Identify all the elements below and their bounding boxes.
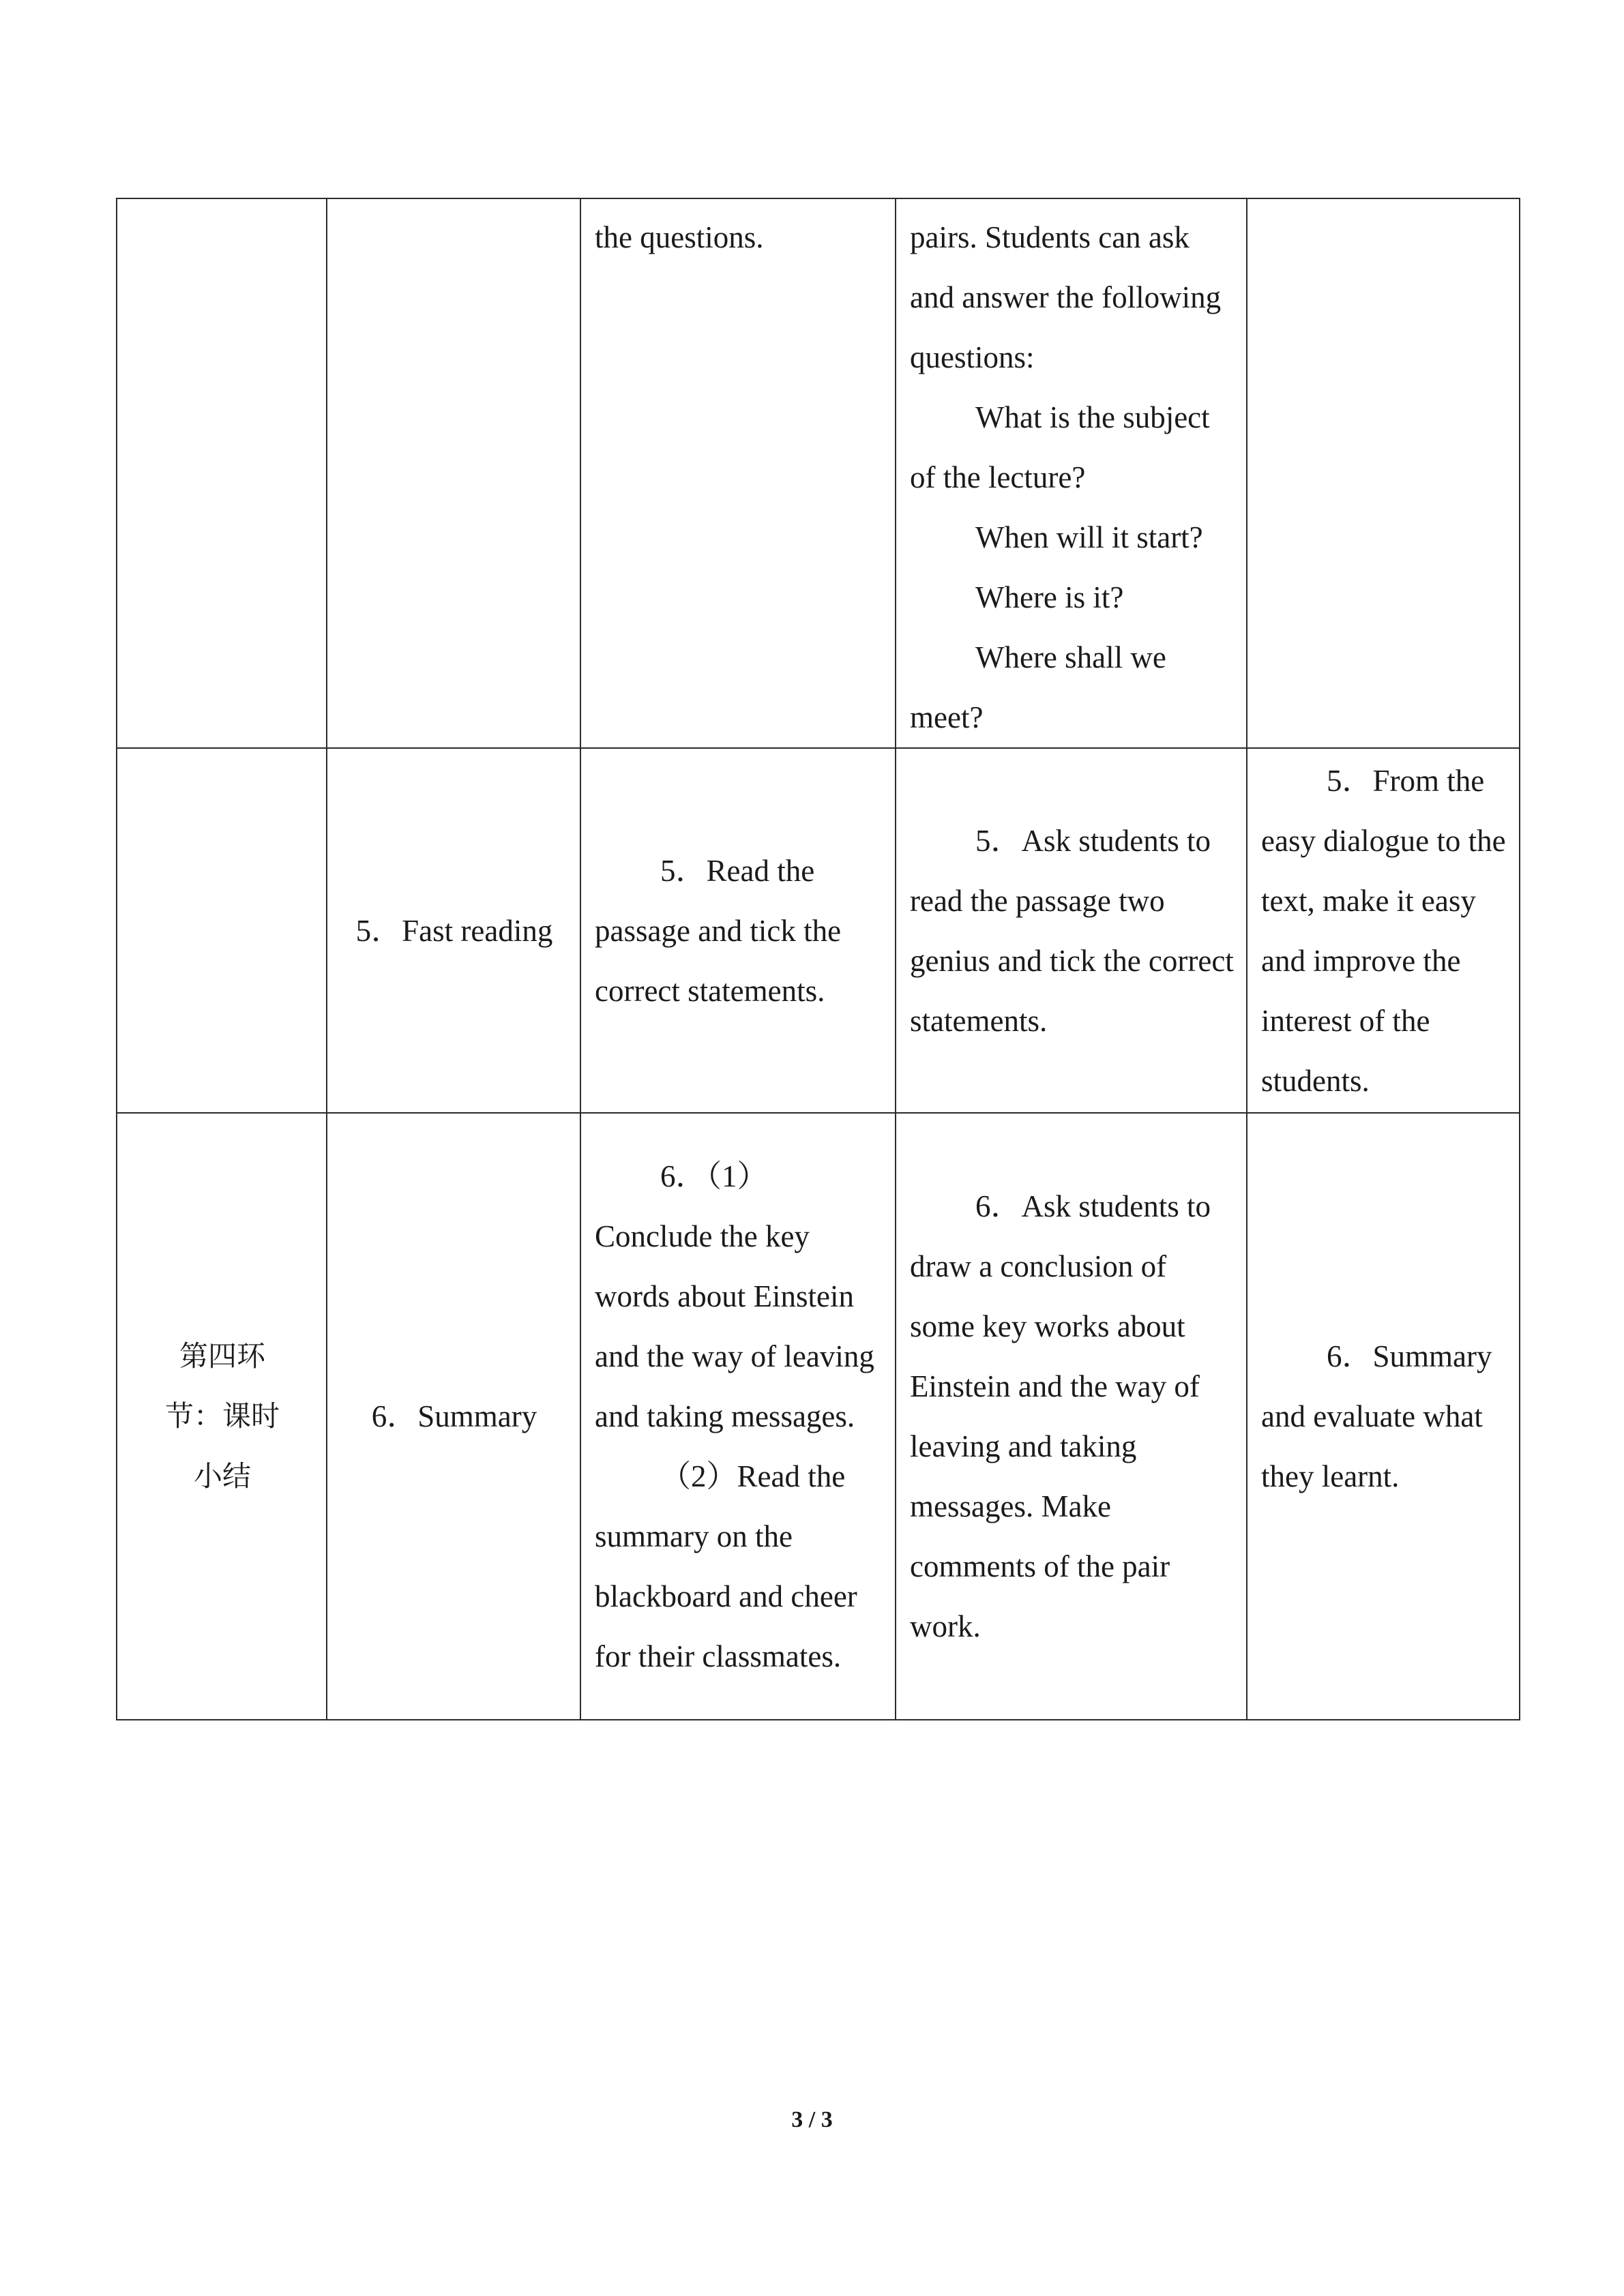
- question-text: Where shall we meet?: [910, 640, 1166, 734]
- cell-text: 5．Ask students to read the passage two genius and tick the correct statements.: [910, 823, 1234, 1038]
- student-activity-cell: [580, 198, 896, 748]
- teacher-activity-cell: [896, 748, 1247, 1113]
- page-number: 3 / 3: [791, 2107, 833, 2132]
- stage-cell: [117, 748, 327, 1113]
- stage-cell: [117, 1113, 327, 1720]
- question-text: When will it start?: [975, 520, 1203, 554]
- step-cell: 5．Fast reading: [327, 748, 580, 1113]
- question-text: Where is it?: [975, 580, 1124, 614]
- step-cell: [327, 198, 580, 748]
- lesson-plan-table: [116, 198, 1520, 1720]
- teacher-activity-cell: [896, 1113, 1247, 1720]
- table-row: [117, 748, 1520, 1113]
- student-activity-cell: [580, 1113, 896, 1720]
- question-text: What is the subject of the lecture?: [910, 400, 1210, 494]
- cell-text: 6．Summary and evaluate what they learnt.: [1261, 1339, 1492, 1493]
- stage-cell: [117, 198, 327, 748]
- teacher-activity-cell: [896, 198, 1247, 748]
- purpose-cell: [1247, 1113, 1520, 1720]
- purpose-cell: [1247, 198, 1520, 748]
- cell-text: （2）Read the summary on the blackboard and cheer for their classmates.: [595, 1459, 857, 1673]
- cell-text: 5．From the easy dialogue to the text, make it easy and improve the interest of the students.: [1261, 763, 1506, 1098]
- cell-text: 6．Ask students to draw a conclusion of some key works about Einstein and the way of leaving and taking messages. Make comments of the pair work.: [910, 1189, 1211, 1643]
- step-cell: 6．Summary: [327, 1113, 580, 1720]
- student-activity-cell: [580, 748, 896, 1113]
- cell-text: the questions.: [595, 220, 764, 254]
- table-row: [117, 1113, 1520, 1720]
- purpose-cell: [1247, 748, 1520, 1113]
- table-row: [117, 198, 1520, 748]
- cell-text: 6．（1）Conclude the key words about Einstein and the way of leaving and taking messages.: [595, 1159, 874, 1433]
- cell-text: 5．Read the passage and tick the correct statements.: [595, 853, 842, 1008]
- stage-label: 第四环节：课时小结: [164, 1339, 280, 1493]
- cell-text: pairs. Students can ask and answer the following questions:: [910, 220, 1222, 374]
